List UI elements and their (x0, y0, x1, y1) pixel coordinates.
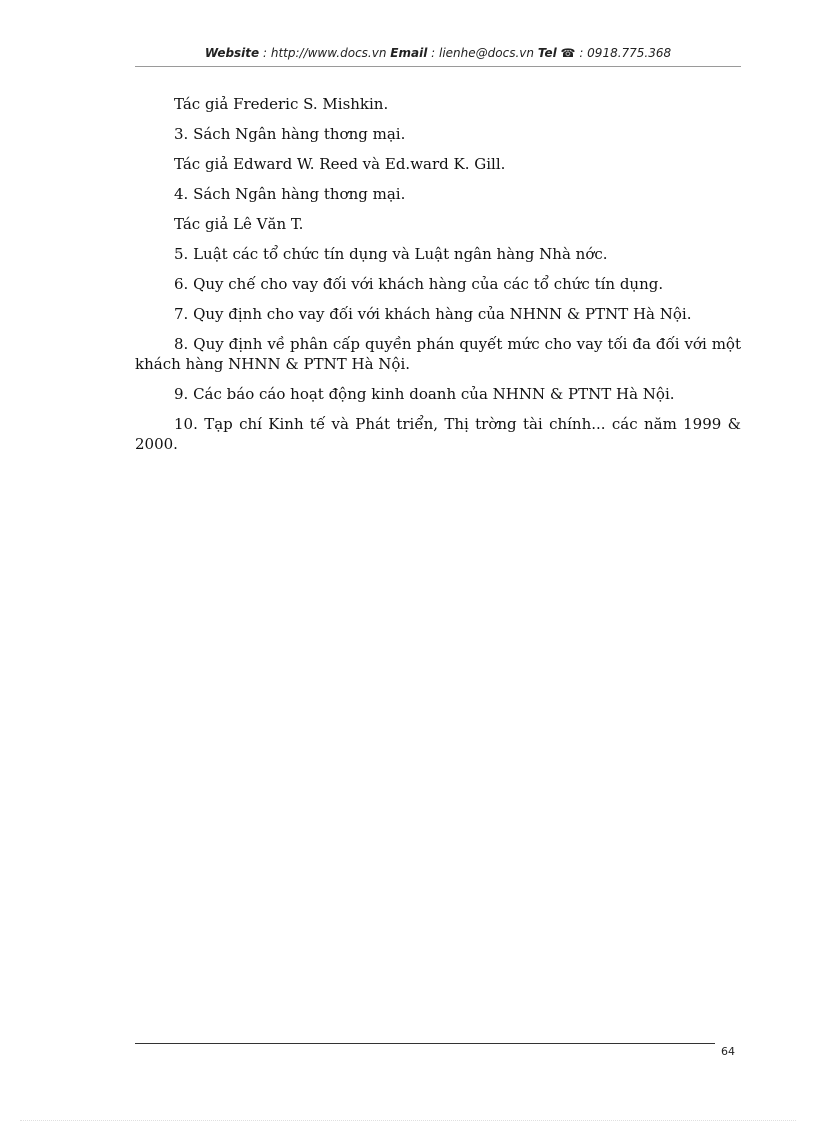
page-header (135, 46, 741, 60)
page-bottom-border (20, 1120, 796, 1121)
reference-item: 7. Quy định cho vay đối với khách hàng của NHNN & PTNT Hà Nội. (174, 305, 692, 323)
website-label: Website (204, 46, 260, 60)
reference-item: Tác giả Frederic S. Mishkin. (174, 95, 389, 113)
reference-item: Tác giả Lê Văn T. (174, 215, 304, 233)
header-divider (135, 66, 741, 67)
reference-item: Tác giả Edward W. Reed và Ed.ward K. Gill. (174, 155, 506, 173)
reference-item: 3. Sách Ngân hàng thơng mại. (174, 125, 406, 143)
reference-item: 6. Quy chế cho vay đối với khách hàng của các tổ chức tín dụng. (174, 275, 664, 293)
phone-icon: ☎ (560, 46, 576, 60)
reference-item: 8. Quy định về phân cấp quyền phán quyết mức cho vay tối đa đối với một khách hàng NHNN & PTNT Hà Nội. (135, 335, 741, 373)
reference-list (135, 94, 741, 464)
reference-item: 5. Luật các tổ chức tín dụng và Luật ngân hàng Nhà nớc. (174, 245, 608, 263)
tel-number: : 0918.775.368 (579, 46, 672, 60)
reference-item: 9. Các báo cáo hoạt động kinh doanh của NHNN & PTNT Hà Nội. (174, 385, 675, 403)
email-label: Email (390, 46, 428, 60)
tel-label: Tel (537, 46, 557, 60)
website-url[interactable]: : http://www.docs.vn (263, 46, 387, 60)
reference-item: 10. Tạp chí Kinh tế và Phát triển, Thị trờng tài chính... các năm 1999 & 2000. (135, 415, 741, 453)
reference-item: 4. Sách Ngân hàng thơng mại. (174, 185, 406, 203)
page-number: 64 (721, 1045, 735, 1058)
footer-divider (135, 1043, 715, 1044)
email-address[interactable]: : lienhe@docs.vn (431, 46, 534, 60)
